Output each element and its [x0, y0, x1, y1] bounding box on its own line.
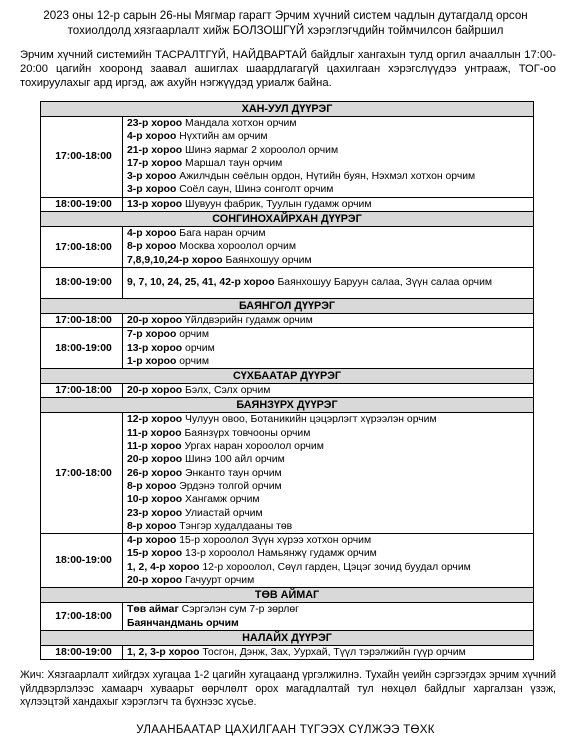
khoroo-label: 8-р хороо — [127, 480, 177, 492]
location-item — [127, 427, 533, 440]
khoroo-label: 20-р хороо — [127, 454, 183, 466]
time-slot: 17:00-18:00 — [41, 227, 123, 268]
time-slot: 18:00-19:00 — [41, 534, 123, 588]
location-item — [127, 453, 533, 466]
location-item — [127, 561, 533, 574]
time-slot: 18:00-19:00 — [41, 645, 123, 659]
announcement-header — [14, 8, 557, 38]
schedule-slot-row — [41, 227, 534, 268]
location-item — [127, 328, 533, 341]
locations-cell — [123, 227, 534, 268]
khoroo-label: 26-р хороо — [127, 467, 183, 479]
locations-cell — [123, 267, 534, 298]
khoroo-label: 20-р хороо — [127, 385, 183, 397]
locations-cell — [123, 534, 534, 588]
location-item — [127, 276, 533, 289]
time-slot: 17:00-18:00 — [41, 117, 123, 198]
location-item — [127, 534, 533, 547]
location-item — [127, 314, 533, 327]
locations-cell — [123, 603, 534, 631]
khoroo-label: 13-р хороо — [127, 198, 183, 210]
location-description: Баянхошуу орчим — [222, 254, 312, 266]
locations-cell — [123, 413, 534, 534]
location-description: 13-р хороолол Намьянжү гудамж орчим — [182, 548, 377, 560]
location-item — [127, 384, 533, 397]
location-description: Баянхошуу Баруун салаа, Зүүн салаа орчим — [274, 277, 493, 289]
outage-schedule-table — [40, 101, 534, 660]
location-item — [127, 170, 533, 183]
khoroo-label: 3-р хороо — [127, 184, 177, 196]
district-name: БАЯНЗҮРХ ДҮҮРЭГ — [41, 398, 534, 413]
location-item — [127, 520, 533, 533]
location-description: Нүхтийн ам орчим — [176, 131, 268, 143]
location-item — [127, 227, 533, 240]
location-description: Маршал таун орчим — [182, 157, 283, 169]
location-item — [127, 480, 533, 493]
khoroo-label: 11-р хороо — [127, 427, 182, 439]
khoroo-label: 20-р хороо — [127, 314, 183, 326]
time-slot: 18:00-19:00 — [41, 197, 123, 211]
location-description: Москва хороолол орчим — [176, 241, 296, 253]
location-description: Шинэ 100 айл орчим — [182, 454, 285, 466]
location-description: Шинэ яармаг 2 хороолол орчим — [182, 144, 339, 156]
location-item — [127, 355, 533, 368]
location-description: Мандала хотхон орчим — [182, 118, 297, 129]
location-item — [127, 157, 533, 170]
location-item — [127, 117, 533, 130]
location-item — [127, 130, 533, 143]
location-item — [127, 547, 533, 560]
schedule-slot-row — [41, 603, 534, 631]
district-row — [41, 588, 534, 603]
location-description: Ургах наран хороолол орчим — [181, 441, 324, 453]
schedule-slot-row — [41, 267, 534, 298]
location-item — [127, 603, 533, 616]
khoroo-label: 21-р хороо — [127, 144, 183, 156]
district-name: СҮХБААТАР ДҮҮРЭГ — [41, 369, 534, 384]
location-item — [127, 646, 533, 659]
district-row — [41, 298, 534, 313]
location-description: орчим — [182, 342, 215, 354]
intro-paragraph: Эрчим хүчний системийн ТАСРАЛТГҮЙ, НАЙДВАРТАЙ байдлыг хангахын тулд оргил ачааллын 17:00-20:00 цагийн хооронд заавал ашиглах шаардлагагүй цахилгаан хэрэгслүүдээ унтрааж, ТОГ-оо тохируулахыг ард иргэд, аж ахуйн нэгжүүдэд уриалж байна. — [20, 49, 556, 89]
location-item — [127, 413, 533, 426]
location-item — [127, 342, 533, 355]
khoroo-label: Төв аймаг — [127, 604, 179, 616]
khoroo-label: 13-р хороо — [127, 342, 183, 354]
khoroo-label: 23-р хороо — [127, 507, 183, 519]
khoroo-label: 20-р хороо — [127, 575, 183, 587]
locations-cell — [123, 645, 534, 659]
schedule-slot-row — [41, 413, 534, 534]
khoroo-label: 10-р хороо — [127, 494, 183, 506]
header-line-1: 2023 оны 12-р сарын 26-ны Мягмар гарагт Эрчим хүчний систем чадлын дутагдалд орсон — [43, 9, 528, 22]
khoroo-label: 15-р хороо — [127, 548, 183, 560]
locations-cell — [123, 328, 534, 369]
location-description: Гачуурт орчим — [182, 575, 255, 587]
note-paragraph: Жич: Хязгаарлалт хийгдэх хугацаа 1-2 цагийн хугацаанд үргэлжилнэ. Тухайн үеийн сэргээгдэх эрчим хүчний үйлдвэрлэлээс хамаарч хуваарьт өөрчлөлт орох магадлалтай тул нөхцөл байдлыг харгалзан үзэж, хүлээцтэй хандахыг хэрэглэгч та бүхнээс хүсье. — [20, 669, 556, 708]
district-name: ТӨВ АЙМАГ — [41, 588, 534, 603]
location-description: орчим — [176, 329, 209, 341]
location-item — [127, 574, 533, 587]
location-description: Улиастай орчим — [182, 507, 263, 519]
khoroo-label: 23-р хороо — [127, 118, 183, 129]
location-item — [127, 198, 533, 211]
district-row — [41, 398, 534, 413]
time-slot: 17:00-18:00 — [41, 313, 123, 327]
schedule-slot-row — [41, 645, 534, 659]
district-name: НАЛАЙХ ДҮҮРЭГ — [41, 630, 534, 645]
locations-cell — [123, 313, 534, 327]
location-description: Үйлдвэрийн гудамж орчим — [182, 314, 313, 326]
district-row — [41, 369, 534, 384]
location-description: Хангамж орчим — [182, 494, 260, 506]
khoroo-label: 12-р хороо — [127, 414, 183, 426]
header-line-2: тохиолдолд хязгаарлалт хийж БОЛЗОШГҮЙ хэрэглэгчдийн тоймчилсон байршил — [67, 24, 504, 37]
district-name: ХАН-УУЛ ДҮҮРЭГ — [41, 102, 534, 117]
khoroo-label: Баянчандмань орчим — [127, 617, 239, 629]
khoroo-label: 17-р хороо — [127, 157, 183, 169]
khoroo-label: 1-р хороо — [127, 355, 177, 367]
time-slot: 18:00-19:00 — [41, 267, 123, 298]
location-description: Сэргэлэн сум 7-р зөрлөг — [178, 604, 299, 616]
location-item — [127, 183, 533, 196]
khoroo-label: 9, 7, 10, 24, 25, 41, 42-р хороо — [127, 277, 275, 289]
district-name: СОНГИНОХАЙРХАН ДҮҮРЭГ — [41, 212, 534, 227]
location-item — [127, 493, 533, 506]
time-slot: 17:00-18:00 — [41, 603, 123, 631]
location-description: Тэнгэр худалдааны төв — [176, 520, 293, 532]
schedule-slot-row — [41, 328, 534, 369]
schedule-slot-row — [41, 197, 534, 211]
khoroo-label: 3-р хороо — [127, 171, 177, 183]
location-description: Эрдэнэ толгой орчим — [176, 480, 282, 492]
district-name: БАЯНГОЛ ДҮҮРЭГ — [41, 298, 534, 313]
location-item — [127, 617, 533, 630]
company-signature: УЛААНБААТАР ЦАХИЛГААН ТҮГЭЭХ СҮЛЖЭЭ ТӨХК — [136, 724, 435, 736]
khoroo-label: 4-р хороо — [127, 228, 177, 240]
district-row — [41, 630, 534, 645]
location-item — [127, 507, 533, 520]
khoroo-label: 8-р хороо — [127, 241, 177, 253]
location-description: Бага наран орчим — [176, 228, 266, 240]
khoroo-label: 7,8,9,10,24-р хороо — [127, 254, 223, 266]
schedule-slot-row — [41, 117, 534, 198]
khoroo-label: 11-р хороо — [127, 441, 182, 453]
khoroo-label: 4-р хороо — [127, 535, 177, 547]
location-item — [127, 254, 533, 267]
location-item — [127, 440, 533, 453]
locations-cell — [123, 384, 534, 398]
location-description: Ажилчдын сөёлын ордон, Нүтийн буян, Нэхмэл хотхон орчим — [176, 171, 476, 183]
location-item — [127, 144, 533, 157]
khoroo-label: 4-р хороо — [127, 131, 177, 143]
schedule-slot-row — [41, 313, 534, 327]
schedule-slot-row — [41, 384, 534, 398]
location-description: Энканто таун орчим — [182, 467, 282, 479]
location-description: Бэлх, Сэлх орчим — [182, 385, 271, 397]
location-description: Шувуун фабрик, Туулын гудамж орчим — [182, 198, 372, 210]
schedule-slot-row — [41, 534, 534, 588]
khoroo-label: 8-р хороо — [127, 520, 177, 532]
khoroo-label: 7-р хороо — [127, 329, 177, 341]
location-item — [127, 240, 533, 253]
district-row — [41, 102, 534, 117]
location-description: орчим — [176, 355, 209, 367]
location-description: Баянзүрх товчооны орчим — [181, 427, 311, 439]
location-description: Чулуун овоо, Ботаникийн цэцэрлэгт хүрээлэн орчим — [182, 414, 437, 426]
location-description: Тосгон, Дэнж, Зах, Уурхай, Түүл тэрэлжийн гүүр орчим — [199, 646, 466, 658]
time-slot: 17:00-18:00 — [41, 413, 123, 534]
time-slot: 18:00-19:00 — [41, 328, 123, 369]
locations-cell — [123, 117, 534, 198]
time-slot: 17:00-18:00 — [41, 384, 123, 398]
location-description: 12-р хороолол, Сөүл гарден, Цэцэг зочид буудал орчим — [199, 561, 471, 573]
location-description: 15-р хороолол Зүүн хүрээ хотхон орчим — [176, 535, 372, 547]
district-row — [41, 212, 534, 227]
khoroo-label: 1, 2, 3-р хороо — [127, 646, 200, 658]
khoroo-label: 1, 2, 4-р хороо — [127, 561, 200, 573]
location-item — [127, 467, 533, 480]
locations-cell — [123, 197, 534, 211]
location-description: Соёл саун, Шинэ сонголт орчим — [176, 184, 334, 196]
